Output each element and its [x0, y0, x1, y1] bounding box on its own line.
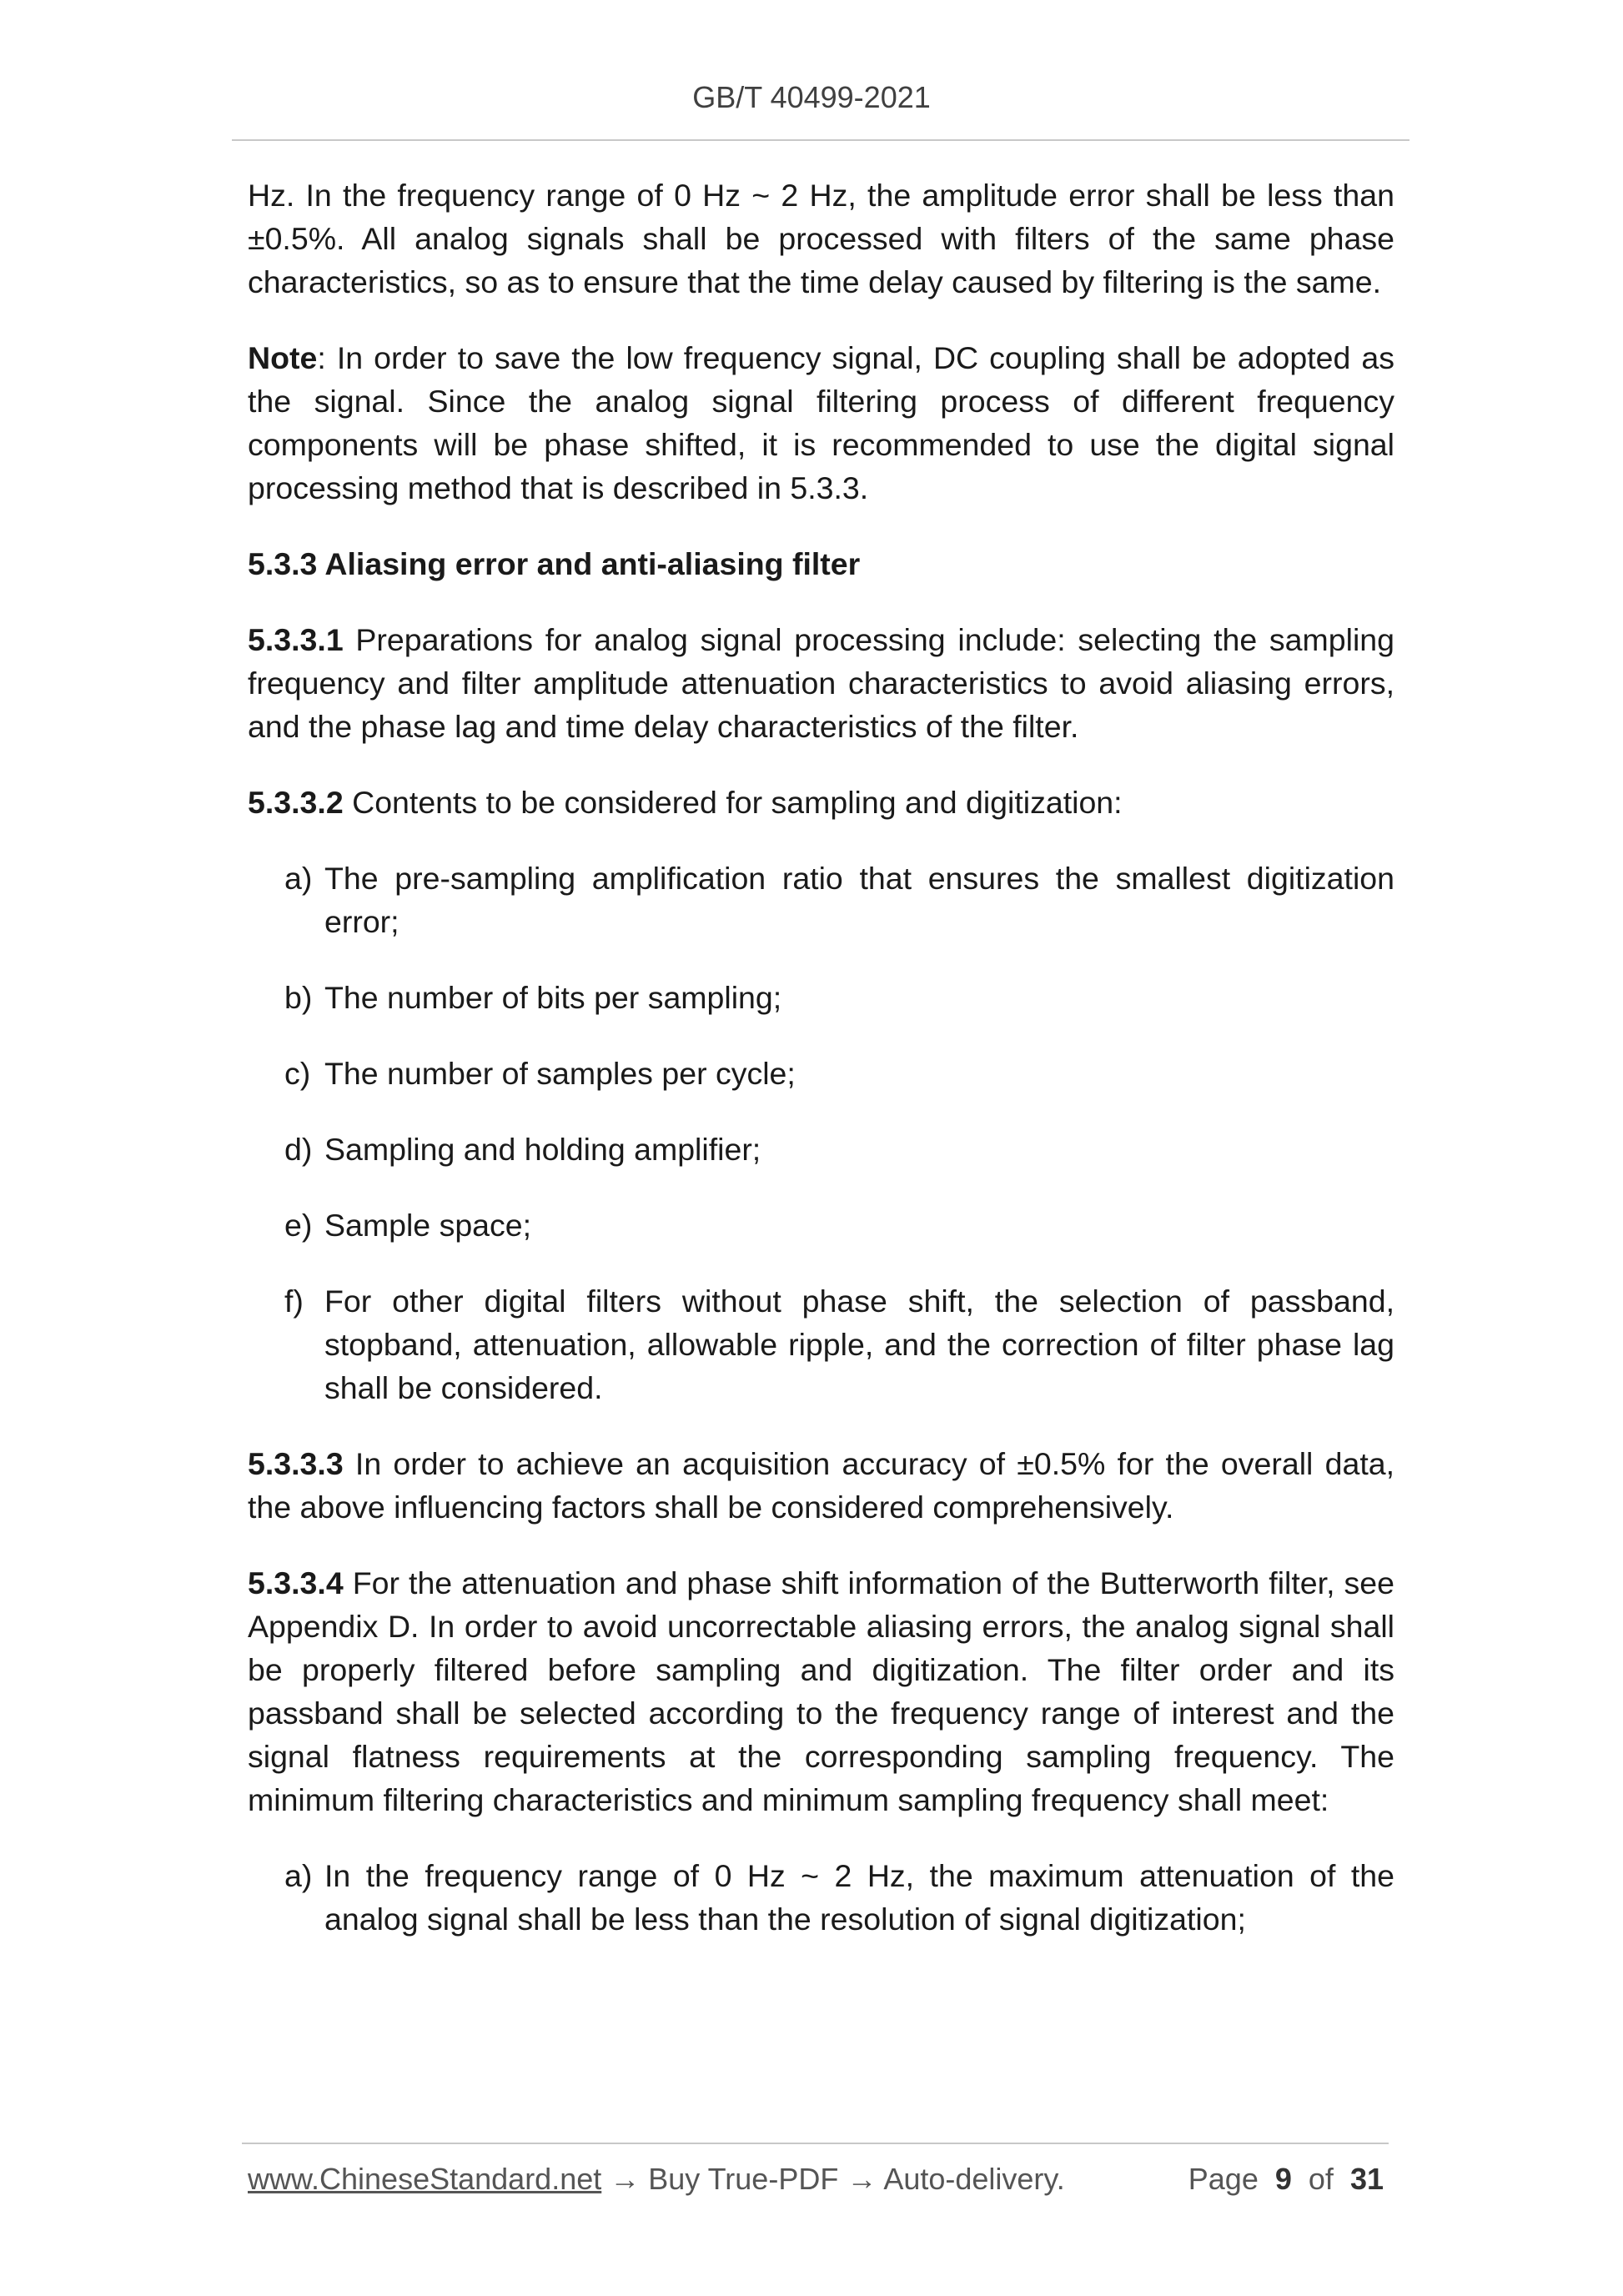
- note-text: In order to save the low frequency signal, DC coupling shall be adopted as the signal. Since the analog signal filtering process of different frequency components will be phase shifted, it is recommended to use the digital signal processing method that is described in 5.3.3.: [248, 340, 1394, 505]
- clause-text: In order to achieve an acquisition accuracy of ±0.5% for the overall data, the above influencing factors shall be considered comprehensively.: [248, 1446, 1395, 1525]
- sampling-considerations-list: [284, 857, 1394, 1409]
- page-footer: [248, 2162, 1384, 2197]
- header-divider: [232, 139, 1409, 141]
- clause-5-3-3-3: [248, 1442, 1394, 1529]
- page-current: 9: [1274, 2162, 1292, 2196]
- list-item: [284, 1854, 1394, 1941]
- note-label: Note: [248, 340, 318, 375]
- note-block: [248, 336, 1394, 510]
- list-marker: c): [284, 1056, 311, 1091]
- list-marker: e): [284, 1208, 313, 1243]
- list-item: [284, 1279, 1394, 1409]
- clause-5-3-3-2: [248, 781, 1394, 824]
- clause-text: For the attenuation and phase shift information of the Butterworth filter, see Appendix D. In order to avoid uncorrectable aliasing errors, the analog signal shall be properly filtered before sampling and digitization. The filter order and its passband shall be selected according to the frequency range of interest and the signal flatness requirements at the corresponding sampling frequency. The minimum filtering characteristics and minimum sampling frequency shall meet:: [248, 1565, 1394, 1817]
- document-header: GB/T 40499-2021: [692, 80, 931, 114]
- list-marker: a): [284, 1858, 313, 1893]
- list-item-text: The pre-sampling amplification ratio that ensures the smallest digitization error;: [324, 861, 1394, 939]
- page-total: 31: [1349, 2162, 1384, 2196]
- list-item-text: Sample space;: [324, 1208, 532, 1243]
- list-item-text: The number of bits per sampling;: [324, 980, 782, 1015]
- page-label: Page: [1188, 2162, 1259, 2196]
- footer-left: [248, 2162, 1065, 2197]
- footer-divider: [242, 2143, 1389, 2144]
- clause-5-3-3-1: [248, 618, 1394, 748]
- list-marker: d): [284, 1132, 313, 1167]
- clause-text: Contents to be considered for sampling and digitization:: [352, 785, 1123, 820]
- list-item-text: For other digital filters without phase shift, the selection of passband, stopband, attenuation, allowable ripple, and the correction of filter phase lag shall be considered.: [324, 1284, 1394, 1405]
- clause-number: 5.3.3.2: [248, 785, 344, 820]
- list-item: [284, 857, 1394, 943]
- paragraph-continuation: Hz. In the frequency range of 0 Hz ~ 2 Hz, the amplitude error shall be less than ±0.5%. All analog signals shall be processed with filters of the same phase characteristics, so as to ensure that the time delay caused by filtering is the same.: [248, 178, 1394, 299]
- list-item-text: The number of samples per cycle;: [324, 1056, 796, 1091]
- clause-number: 5.3.3.3: [248, 1446, 344, 1481]
- website-link[interactable]: www.ChineseStandard.net: [248, 2162, 602, 2196]
- list-item: [284, 1203, 1394, 1247]
- section-heading-5-3-3: 5.3.3 Aliasing error and anti-aliasing filter: [248, 546, 861, 581]
- clause-number: 5.3.3.4: [248, 1565, 344, 1600]
- list-marker: b): [284, 980, 313, 1015]
- page-indicator: [1188, 2162, 1384, 2197]
- clause-5-3-3-4: [248, 1561, 1394, 1821]
- note-body: Note: In order to save the low frequency signal, DC coupling shall be adopted as the signal. Since the analog signal filtering process of different frequency components will be phase shifted, it is recommended to use the digital signal processing method that is described in 5.3.3.: [248, 340, 1394, 505]
- of-label: of: [1308, 2162, 1334, 2196]
- clause-text: Preparations for analog signal processing include: selecting the sampling frequency and filter amplitude attenuation characteristics to avoid aliasing errors, and the phase lag and time delay characteristics of the filter.: [248, 622, 1394, 744]
- list-item: [284, 1128, 1394, 1171]
- list-item: [284, 976, 1394, 1019]
- clause-number: 5.3.3.1: [248, 622, 344, 657]
- list-item-text: Sampling and holding amplifier;: [324, 1132, 761, 1167]
- filtering-requirements-list: [284, 1854, 1394, 1941]
- list-item: [284, 1052, 1394, 1095]
- list-marker: a): [284, 861, 313, 896]
- footer-tagline: → Buy True-PDF → Auto-delivery.: [601, 2162, 1065, 2196]
- page-content: [248, 173, 1394, 1973]
- list-marker: f): [284, 1284, 304, 1319]
- list-item-text: In the frequency range of 0 Hz ~ 2 Hz, the maximum attenuation of the analog signal shall be less than the resolution of signal digitization;: [324, 1858, 1394, 1937]
